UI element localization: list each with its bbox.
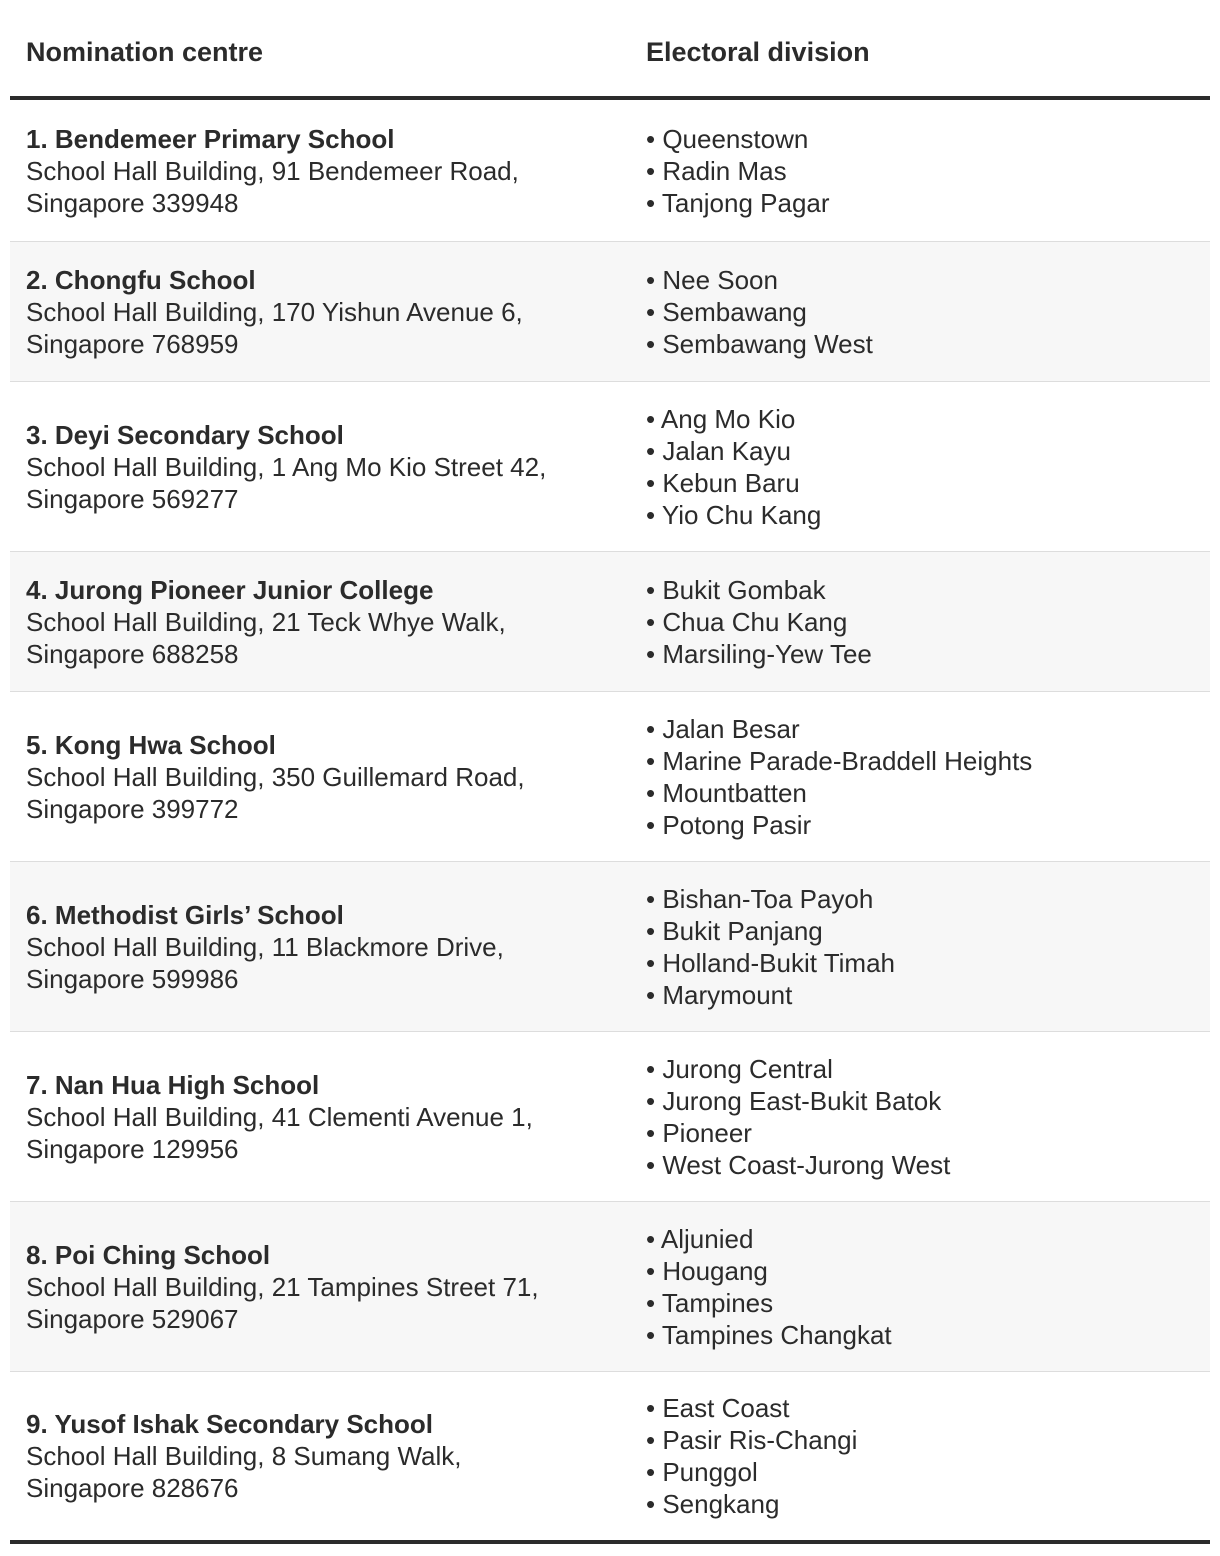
centre-postal: Singapore 768959 bbox=[26, 328, 239, 359]
centre-address: School Hall Building, 21 Tampines Street 71, bbox=[26, 1271, 539, 1302]
table-row bbox=[10, 552, 1210, 692]
centre-name: 4. Jurong Pioneer Junior College bbox=[26, 574, 434, 605]
electoral-division-cell bbox=[630, 1223, 892, 1351]
electoral-division-item: • Jurong East-Bukit Batok bbox=[646, 1085, 950, 1117]
electoral-division-item: • West Coast-Jurong West bbox=[646, 1149, 950, 1181]
table-row bbox=[10, 1372, 1210, 1544]
electoral-division-item: • Mountbatten bbox=[646, 777, 1032, 809]
table-row bbox=[10, 692, 1210, 862]
nomination-centre-cell bbox=[10, 1069, 630, 1165]
electoral-division-item: • Sembawang West bbox=[646, 328, 873, 360]
electoral-division-item: • Ang Mo Kio bbox=[646, 403, 821, 435]
electoral-division-item: • Sembawang bbox=[646, 296, 873, 328]
centre-postal: Singapore 828676 bbox=[26, 1473, 239, 1503]
electoral-division-item: • Tampines bbox=[646, 1287, 892, 1319]
electoral-division-item: • Marymount bbox=[646, 979, 895, 1011]
electoral-division-item: • Pioneer bbox=[646, 1117, 950, 1149]
electoral-division-cell bbox=[630, 403, 821, 531]
centre-postal: Singapore 688258 bbox=[26, 638, 239, 669]
header-nomination-centre: Nomination centre bbox=[26, 36, 264, 67]
centre-name: 2. Chongfu School bbox=[26, 264, 256, 295]
electoral-division-item: • Jalan Besar bbox=[646, 713, 1032, 745]
centre-address: School Hall Building, 170 Yishun Avenue 6, bbox=[26, 296, 523, 327]
electoral-division-item: • Tampines Changkat bbox=[646, 1319, 892, 1351]
centre-name: 8. Poi Ching School bbox=[26, 1239, 271, 1270]
electoral-division-item: • Holland-Bukit Timah bbox=[646, 947, 895, 979]
electoral-division-item: • Queenstown bbox=[646, 123, 830, 155]
nomination-centre-cell bbox=[10, 1239, 630, 1335]
table-row bbox=[10, 862, 1210, 1032]
electoral-division-item: • Kebun Baru bbox=[646, 467, 821, 499]
electoral-division-cell bbox=[630, 574, 872, 670]
electoral-division-item: • Marsiling-Yew Tee bbox=[646, 638, 872, 670]
centre-address: School Hall Building, 21 Teck Whye Walk, bbox=[26, 606, 506, 637]
electoral-division-item: • Tanjong Pagar bbox=[646, 187, 830, 219]
centre-address: School Hall Building, 350 Guillemard Road, bbox=[26, 761, 525, 792]
electoral-division-item: • Yio Chu Kang bbox=[646, 499, 821, 531]
centre-address: School Hall Building, 1 Ang Mo Kio Street 42, bbox=[26, 451, 547, 482]
centre-postal: Singapore 529067 bbox=[26, 1303, 239, 1334]
electoral-division-item: • Chua Chu Kang bbox=[646, 606, 872, 638]
electoral-division-item: • Sengkang bbox=[646, 1488, 857, 1520]
electoral-division-cell bbox=[630, 1053, 950, 1181]
table-header bbox=[10, 0, 1210, 100]
electoral-division-item: • Potong Pasir bbox=[646, 809, 1032, 841]
centre-address: School Hall Building, 11 Blackmore Drive, bbox=[26, 931, 504, 962]
table-body bbox=[10, 100, 1210, 1544]
electoral-division-item: • Bukit Gombak bbox=[646, 574, 872, 606]
electoral-division-item: • Jurong Central bbox=[646, 1053, 950, 1085]
centre-address: School Hall Building, 41 Clementi Avenue 1, bbox=[26, 1101, 533, 1132]
centre-name: 5. Kong Hwa School bbox=[26, 729, 276, 760]
electoral-division-cell bbox=[630, 123, 830, 219]
electoral-division-item: • Bishan-Toa Payoh bbox=[646, 883, 895, 915]
centre-postal: Singapore 599986 bbox=[26, 963, 239, 994]
electoral-division-item: • Pasir Ris-Changi bbox=[646, 1424, 857, 1456]
centre-address: School Hall Building, 91 Bendemeer Road, bbox=[26, 155, 519, 186]
table-row bbox=[10, 382, 1210, 552]
electoral-division-cell bbox=[630, 1392, 857, 1520]
electoral-division-item: • Jalan Kayu bbox=[646, 435, 821, 467]
centre-name: 1. Bendemeer Primary School bbox=[26, 123, 395, 154]
electoral-division-cell bbox=[630, 713, 1032, 841]
table-row bbox=[10, 1202, 1210, 1372]
table-row bbox=[10, 100, 1210, 242]
table-row bbox=[10, 1032, 1210, 1202]
header-electoral-division: Electoral division bbox=[646, 36, 870, 67]
centre-address: School Hall Building, 8 Sumang Walk, bbox=[26, 1441, 462, 1471]
centre-postal: Singapore 399772 bbox=[26, 793, 239, 824]
electoral-division-item: • Radin Mas bbox=[646, 155, 830, 187]
electoral-division-item: • Nee Soon bbox=[646, 264, 873, 296]
nomination-centre-cell bbox=[10, 1408, 630, 1504]
electoral-division-item: • Punggol bbox=[646, 1456, 857, 1488]
centre-postal: Singapore 339948 bbox=[26, 187, 239, 218]
centre-name: 3. Deyi Secondary School bbox=[26, 419, 344, 450]
centre-postal: Singapore 569277 bbox=[26, 483, 239, 514]
electoral-division-item: • East Coast bbox=[646, 1392, 857, 1424]
centre-name: 6. Methodist Girls’ School bbox=[26, 899, 344, 930]
nomination-centre-cell bbox=[10, 264, 630, 360]
electoral-division-cell bbox=[630, 264, 873, 360]
centre-name: 7. Nan Hua High School bbox=[26, 1069, 320, 1100]
electoral-division-item: • Marine Parade-Braddell Heights bbox=[646, 745, 1032, 777]
centre-postal: Singapore 129956 bbox=[26, 1133, 239, 1164]
electoral-division-item: • Aljunied bbox=[646, 1223, 892, 1255]
electoral-division-cell bbox=[630, 883, 895, 1011]
nomination-centre-cell bbox=[10, 419, 630, 515]
table-row bbox=[10, 242, 1210, 382]
nomination-centre-cell bbox=[10, 729, 630, 825]
electoral-division-item: • Bukit Panjang bbox=[646, 915, 895, 947]
centre-name: 9. Yusof Ishak Secondary School bbox=[26, 1409, 433, 1439]
nomination-centre-cell bbox=[10, 123, 630, 219]
nomination-centre-cell bbox=[10, 899, 630, 995]
electoral-division-item: • Hougang bbox=[646, 1255, 892, 1287]
nomination-centre-cell bbox=[10, 574, 630, 670]
nomination-centre-table bbox=[10, 0, 1210, 1544]
